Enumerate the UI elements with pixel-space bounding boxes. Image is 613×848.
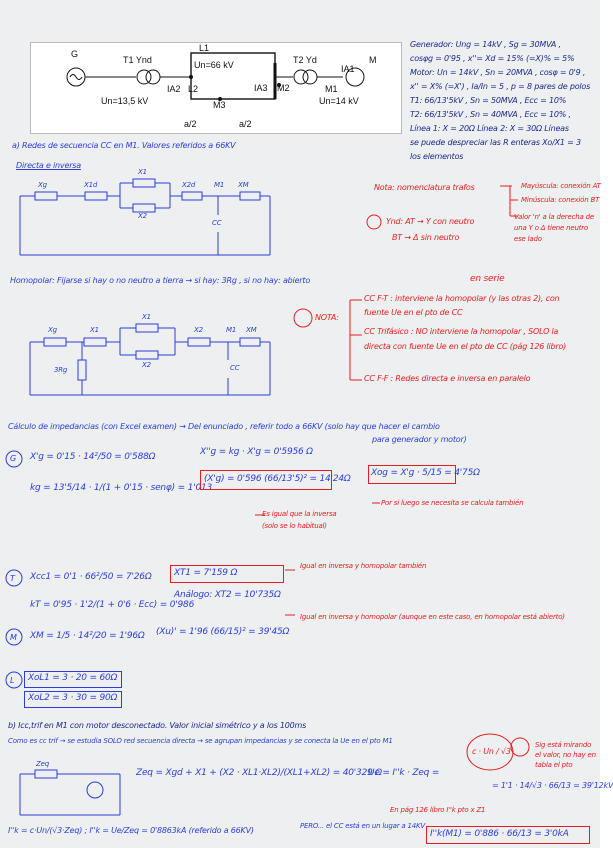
b-note-2: En pág 126 libro I''k pto x Z1 bbox=[390, 806, 486, 814]
note-gen-2: cosφg = 0'95 , x''= Xd = 15% (=X)% = 5% bbox=[410, 54, 575, 63]
un66-label: Un=66 kV bbox=[194, 60, 234, 70]
t-kt: kT = 0'95 · 1'2/(1 + 0'6 · Ecc) = 0'986 bbox=[30, 600, 195, 610]
g-xg-ref: (X'g) = 0'596 (66/13'5)² = 14'24Ω bbox=[204, 474, 351, 484]
section-b-intro: Como es cc trif → se estudia SOLO red secuencia directa → se agrupan impedancias y se conecta la Ue en el pto M1 bbox=[8, 737, 393, 745]
m-xm: XM = 1/5 · 14²/20 = 1'96Ω bbox=[30, 631, 145, 641]
note-t1: T1: 66/13'5kV , Sn = 50MVA , Ecc = 10% bbox=[410, 96, 567, 105]
note-gen: Generador: Ung = 14kV , Sg = 30MVA , bbox=[410, 40, 561, 49]
section-b-title: b) Icc,trif en M1 con motor desconectado. Valor inicial simétrico y a los 100ms bbox=[8, 721, 307, 730]
h-lbl-x1b: X1 bbox=[142, 313, 151, 321]
g-xg2: X''g = kg · X'g = 0'5956 Ω bbox=[200, 447, 313, 457]
g-xog: Xog = X'g · 5/15 = 4'75Ω bbox=[371, 468, 480, 478]
l-xol1: XoL1 = 3 · 20 = 60Ω bbox=[28, 673, 118, 683]
t-xt2: Análogo: XT2 = 10'735Ω bbox=[174, 590, 281, 600]
section-a-title: a) Redes de secuencia CC en M1. Valores referidos a 66KV bbox=[12, 141, 236, 150]
cc-ft-2: fuente Ue en el pto de CC bbox=[364, 308, 463, 317]
ia3-label: IA3 bbox=[254, 83, 268, 93]
b-note: Sig está mirando el valor, no hay en tabla el pto bbox=[535, 741, 596, 769]
b-pero: PERO... el CC está en un lugar a 14KV bbox=[300, 822, 426, 830]
cc-ff: CC F-F : Redes directa e inversa en paralelo bbox=[364, 374, 531, 383]
g-note-3: Por si luego se necesita se calcula también bbox=[381, 499, 524, 507]
note-motor: Motor: Un = 14kV , Sn = 20MVA , cosφ = 0'9 , bbox=[410, 68, 586, 77]
h-lbl-cc: CC bbox=[230, 364, 240, 372]
motor-label: M bbox=[369, 55, 377, 65]
lbl-xg: Xg bbox=[38, 181, 47, 189]
b-zeq-label: Zeq bbox=[36, 760, 49, 768]
nota-valor-n: Valor 'n' a la derecha de una Y o Δ tiene neutro ese lado bbox=[514, 213, 594, 243]
t-xcc: Xcc1 = 0'1 · 66²/50 = 7'26Ω bbox=[30, 572, 152, 582]
h-lbl-xm: XM bbox=[246, 326, 257, 334]
t1-label: T1 Ynd bbox=[123, 55, 152, 65]
ia1-label: IA1 bbox=[341, 64, 355, 74]
cc-trif: CC Trifásico : NO interviene la homopolar , SOLO la bbox=[364, 327, 559, 336]
m-xm-ref: (Xu)' = 1'96 (66/15)² = 39'45Ω bbox=[156, 627, 290, 637]
b-cun: c · Un / √3 bbox=[472, 747, 511, 756]
b-ue: Ue = I''k · Zeq = bbox=[368, 768, 440, 778]
note-despreciar: se puede despreciar las R enteras Xo/X1 = 3 bbox=[410, 138, 581, 147]
nota-ynd-bt: BT → Δ sin neutro bbox=[392, 233, 460, 242]
lbl-x2d: X2d bbox=[182, 181, 196, 189]
calc-title: Cálculo de impedancias (con Excel examen) → Del enunciado , referir todo a 66KV (solo hay que hacer el cambio bbox=[8, 422, 440, 431]
note-lineas: Línea 1: X = 20Ω Línea 2: X = 30Ω Líneas bbox=[410, 124, 569, 133]
un14-label: Un=14 kV bbox=[319, 96, 359, 106]
note-elementos: los elementos bbox=[410, 152, 464, 161]
g-note-1: Es igual que la inversa bbox=[262, 510, 337, 518]
g-xg: X'g = 0'15 · 14²/50 = 0'588Ω bbox=[30, 452, 156, 462]
h-lbl-x2b: X2 bbox=[194, 326, 203, 334]
b-result: I''k(M1) = 0'886 · 66/13 = 3'0kA bbox=[430, 829, 569, 839]
t2-label: T2 Yd bbox=[293, 55, 317, 65]
m-note: Igual en inversa y homopolar (aunque en este caso, en homopolar está abierto) bbox=[300, 613, 565, 621]
a2-left-label: a/2 bbox=[184, 119, 197, 129]
m2-label: M2 bbox=[277, 83, 290, 93]
diagram-lines bbox=[31, 43, 401, 133]
lbl-xm: XM bbox=[238, 181, 249, 189]
l-marker: L bbox=[10, 676, 15, 685]
lbl-x1d: X1d bbox=[84, 181, 98, 189]
t-marker: T bbox=[10, 574, 15, 583]
h-lbl-xg: Xg bbox=[48, 326, 57, 334]
network-diagram bbox=[30, 42, 402, 134]
h-lbl-3rg: 3Rg bbox=[54, 366, 68, 374]
m1-label: M1 bbox=[325, 84, 338, 94]
cc-ft: CC F-T : interviene la homopolar (y las otras 2), con bbox=[364, 294, 560, 303]
note-t2: T2: 66/13'5kV , Sn = 40MVA , Ecc = 10% , bbox=[410, 110, 571, 119]
nota-mayuscula: Mayúscula: conexión AT bbox=[521, 182, 601, 190]
ia2-label: IA2 bbox=[167, 84, 181, 94]
l2-label: L2 bbox=[188, 84, 199, 94]
g-marker: G bbox=[10, 454, 16, 463]
lbl-x2: X2 bbox=[138, 212, 147, 220]
g-kg: kg = 13'5/14 · 1/(1 + 0'15 · senφ) = 1'013 bbox=[30, 483, 213, 493]
t-xt1: XT1 = 7'159 Ω bbox=[174, 568, 238, 578]
l1-label: L1 bbox=[199, 43, 210, 53]
lbl-x1: X1 bbox=[138, 168, 147, 176]
en-serie: en serie bbox=[470, 274, 505, 284]
b-zeq: Zeq = Xgd + X1 + (X2 · XL1·XL2)/(XL1+XL2) = 40'329 Ω bbox=[136, 768, 382, 778]
nota-label: NOTA: bbox=[315, 313, 339, 322]
b-ue2: = 1'1 · 14/√3 · 66/13 = 39'12kV bbox=[492, 781, 613, 790]
directa-inversa-heading: Directa e inversa bbox=[16, 161, 81, 170]
h-lbl-x1a: X1 bbox=[90, 326, 99, 334]
nota-minuscula: Minúscula: conexión BT bbox=[521, 196, 600, 204]
calc-title-2: para generador y motor) bbox=[372, 435, 467, 444]
h-lbl-x2a: X2 bbox=[142, 361, 151, 369]
t-note: Igual en inversa y homopolar también bbox=[300, 562, 427, 570]
lbl-m1: M1 bbox=[214, 181, 225, 189]
g-note-2: (solo se lo habitual) bbox=[262, 522, 327, 530]
cc-trif-2: directa con fuente Ue en el pto de CC (pág 126 libro) bbox=[364, 342, 567, 351]
nota-nomenclatura: Nota: nomenclatura trafos bbox=[374, 183, 475, 192]
un135-label: Un=13,5 kV bbox=[101, 96, 149, 106]
gen-label: G bbox=[71, 49, 79, 59]
m3-label: M3 bbox=[213, 100, 226, 110]
h-lbl-m1: M1 bbox=[226, 326, 237, 334]
b-ik: I''k = c·Un/(√3·Zeq) ; I''k = Ue/Zeq = 0'8863kA (referido a 66KV) bbox=[8, 826, 254, 835]
l-xol2: XoL2 = 3 · 30 = 90Ω bbox=[28, 693, 118, 703]
m-marker: M bbox=[10, 633, 17, 642]
homopolar-title: Homopolar: Fijarse si hay o no neutro a tierra → si hay: 3Rg , si no hay: abierto bbox=[10, 276, 311, 285]
a2-right-label: a/2 bbox=[239, 119, 252, 129]
nota-ynd: Ynd: AT → Y con neutro bbox=[386, 217, 475, 226]
lbl-cc: CC bbox=[212, 219, 222, 227]
note-motor-2: x'' = X% (=X') , Ia/In = 5 , p = 8 pares de polos bbox=[410, 82, 591, 91]
